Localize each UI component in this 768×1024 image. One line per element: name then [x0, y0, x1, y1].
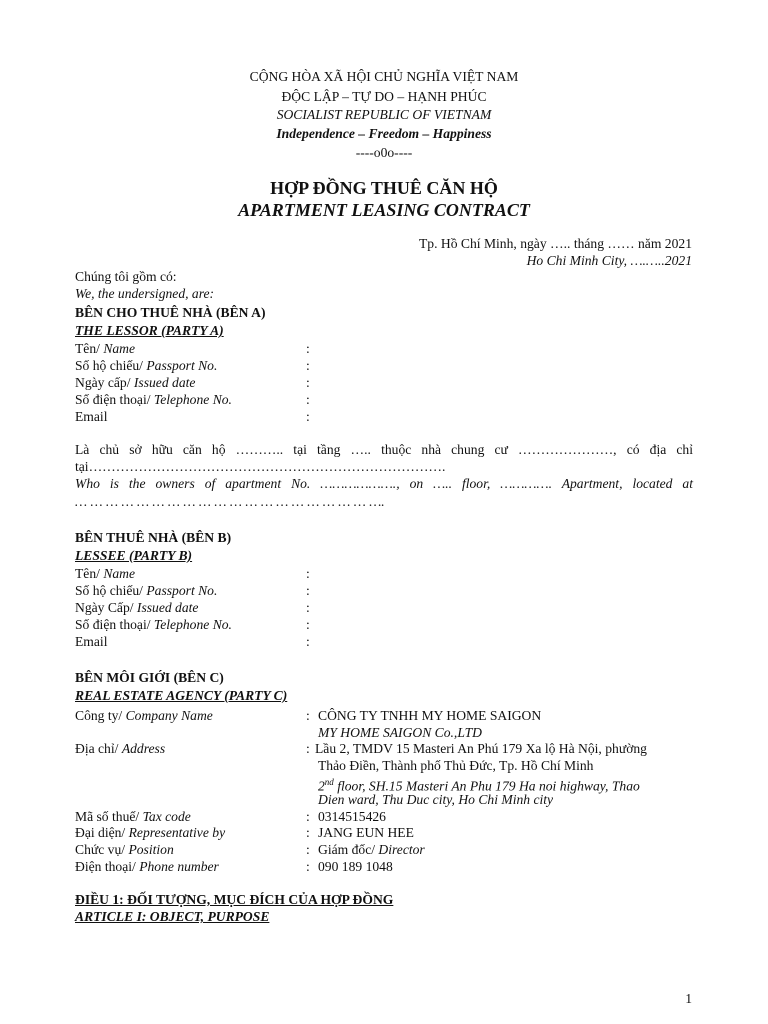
party-b-heading-vi: BÊN THUÊ NHÀ (BÊN B)	[75, 530, 232, 545]
party-a-field-label-vi: Số điện thoại/	[75, 392, 154, 407]
contract-title-vi: HỢP ĐỒNG THUÊ CĂN HỘ	[270, 178, 498, 198]
address-en-floor-number: 2	[318, 778, 325, 794]
party-a-field-label-en: Telephone No.	[153, 392, 232, 407]
position-label	[75, 841, 174, 858]
address-en-rest: floor, SH.15 Masteri An Phu 179 Ha noi highway, Thao	[333, 778, 640, 794]
national-title-vi: CỘNG HÒA XÃ HỘI CHỦ NGHĨA VIỆT NAM	[249, 69, 519, 84]
page-number: 1	[685, 991, 692, 1006]
party-b-field-colon: :	[306, 600, 310, 615]
address-colon: :	[306, 741, 310, 756]
national-title-en: SOCIALIST REPUBLIC OF VIETNAM	[276, 107, 492, 122]
party-a-heading-vi: BÊN CHO THUÊ NHÀ (BÊN A)	[75, 305, 266, 320]
party-b-field-label	[75, 582, 217, 599]
party-b-field-colon: :	[306, 617, 310, 632]
party-a-field-label-en: Passport No.	[146, 358, 218, 373]
company-colon: :	[306, 708, 310, 723]
date-vi: Tp. Hồ Chí Minh, ngày ….. tháng …… năm 2021	[419, 236, 692, 251]
party-b-field-label	[75, 565, 135, 582]
party-b-field-colon: :	[306, 634, 310, 649]
party-c-heading-en: REAL ESTATE AGENCY (PARTY C)	[75, 688, 288, 703]
date-en: Ho Chi Minh City, ….…..2021	[526, 253, 692, 268]
party-b-field-label-en: Telephone No.	[153, 617, 232, 632]
party-b-field-label-en: Issued date	[136, 600, 199, 615]
party-a-heading-en: THE LESSOR (PARTY A)	[75, 323, 224, 338]
intro-en: We, the undersigned, are:	[75, 286, 215, 301]
company-label	[75, 707, 213, 724]
party-b-field-label-vi: Số hộ chiếu/	[75, 583, 147, 598]
party-a-field-colon: :	[306, 409, 310, 424]
party-a-field-label	[75, 408, 107, 425]
phone-colon: :	[306, 859, 310, 874]
party-a-ownership-vi: Là chủ sở hữu căn hộ ……….. tại tầng ….. thuộc nhà chung cư …………………, có địa chỉ	[75, 442, 693, 457]
party-a-field-colon: :	[306, 341, 310, 356]
phone-label-en: Phone number	[139, 859, 219, 874]
party-a-field-colon: :	[306, 358, 310, 373]
party-a-field-label-vi: Ngày cấp/	[75, 375, 134, 390]
position-label-vi: Chức vụ/	[75, 842, 129, 857]
rep-label-en: Representative by	[128, 825, 226, 840]
address-label	[75, 740, 165, 757]
party-a-field-label	[75, 374, 195, 391]
position-value	[318, 841, 425, 858]
party-b-field-colon: :	[306, 566, 310, 581]
position-label-en: Position	[128, 842, 174, 857]
rep-label	[75, 824, 225, 841]
intro-vi: Chúng tôi gồm có:	[75, 269, 177, 284]
party-b-field-colon: :	[306, 583, 310, 598]
tax-value: 0314515426	[318, 809, 386, 824]
party-a-field-label	[75, 391, 232, 408]
contract-title-en: APARTMENT LEASING CONTRACT	[238, 200, 530, 220]
position-value-vi: Giám đốc/	[318, 842, 379, 857]
tax-label	[75, 808, 191, 825]
party-b-field-label-en: Name	[103, 566, 136, 581]
party-a-field-label	[75, 340, 135, 357]
party-a-field-label-vi: Số hộ chiếu/	[75, 358, 147, 373]
article-1-heading-vi: ĐIỀU 1: ĐỐI TƯỢNG, MỤC ĐÍCH CỦA HỢP ĐỒNG	[75, 892, 394, 907]
party-b-field-label	[75, 599, 198, 616]
company-label-vi: Công ty/	[75, 708, 126, 723]
company-name-en: MY HOME SAIGON Co.,LTD	[318, 725, 482, 740]
phone-label-vi: Điện thoại/	[75, 859, 140, 874]
tax-colon: :	[306, 809, 310, 824]
company-name-vi: CÔNG TY TNHH MY HOME SAIGON	[318, 708, 542, 723]
party-a-field-label	[75, 357, 217, 374]
address-vi-line2: Thảo Điền, Thành phố Thủ Đức, Tp. Hồ Chí Minh	[318, 758, 594, 773]
party-a-address-en: … … … … … … … … … … … … … … … … … … … ….	[75, 494, 385, 509]
address-en-line2: Dien ward, Thu Duc city, Ho Chi Minh city	[318, 792, 554, 807]
party-b-field-label	[75, 616, 232, 633]
header-divider: ----o0o----	[355, 145, 413, 160]
party-a-field-label-en: Name	[103, 341, 136, 356]
address-vi-line1: Lầu 2, TMDV 15 Masteri An Phú 179 Xa lộ Hà Nội, phường	[315, 741, 647, 756]
party-b-field-label-vi: Tên/	[75, 566, 104, 581]
phone-label	[75, 858, 219, 875]
party-b-field-label	[75, 633, 107, 650]
party-c-heading-vi: BÊN MÔI GIỚI (BÊN C)	[75, 670, 224, 685]
tax-label-en: Tax code	[142, 809, 191, 824]
tax-label-vi: Mã số thuế/	[75, 809, 143, 824]
address-label-en: Address	[121, 741, 166, 756]
position-colon: :	[306, 842, 310, 857]
party-a-field-colon: :	[306, 392, 310, 407]
party-b-heading-en: LESSEE (PARTY B)	[75, 548, 193, 563]
party-b-field-label-vi: Email	[75, 634, 108, 649]
party-b-field-label-en: Passport No.	[146, 583, 218, 598]
company-label-en: Company Name	[125, 708, 213, 723]
party-a-field-colon: :	[306, 375, 310, 390]
party-a-field-label-en: Issued date	[133, 375, 196, 390]
motto-vi: ĐỘC LẬP – TỰ DO – HẠNH PHÚC	[281, 89, 487, 104]
party-b-field-label-vi: Số điện thoại/	[75, 617, 154, 632]
address-label-vi: Địa chỉ/	[75, 741, 122, 756]
rep-value: JANG EUN HEE	[318, 825, 414, 840]
article-1-heading-en: ARTICLE I: OBJECT, PURPOSE	[75, 909, 270, 924]
rep-label-vi: Đại diện/	[75, 825, 129, 840]
party-a-field-label-vi: Email	[75, 409, 108, 424]
party-a-ownership-en: Who is the owners of apartment No. ………………., on ….. floor, …………. Apartment, located at	[75, 476, 693, 491]
address-en-ordinal: nd	[324, 777, 334, 787]
party-a-field-label-vi: Tên/	[75, 341, 104, 356]
rep-colon: :	[306, 825, 310, 840]
party-a-address-vi: tại…………………………………………………………………….	[75, 459, 446, 474]
party-b-field-label-vi: Ngày Cấp/	[75, 600, 137, 615]
motto-en: Independence – Freedom – Happiness	[276, 126, 492, 141]
position-value-en: Director	[378, 842, 425, 857]
phone-value: 090 189 1048	[318, 859, 393, 874]
